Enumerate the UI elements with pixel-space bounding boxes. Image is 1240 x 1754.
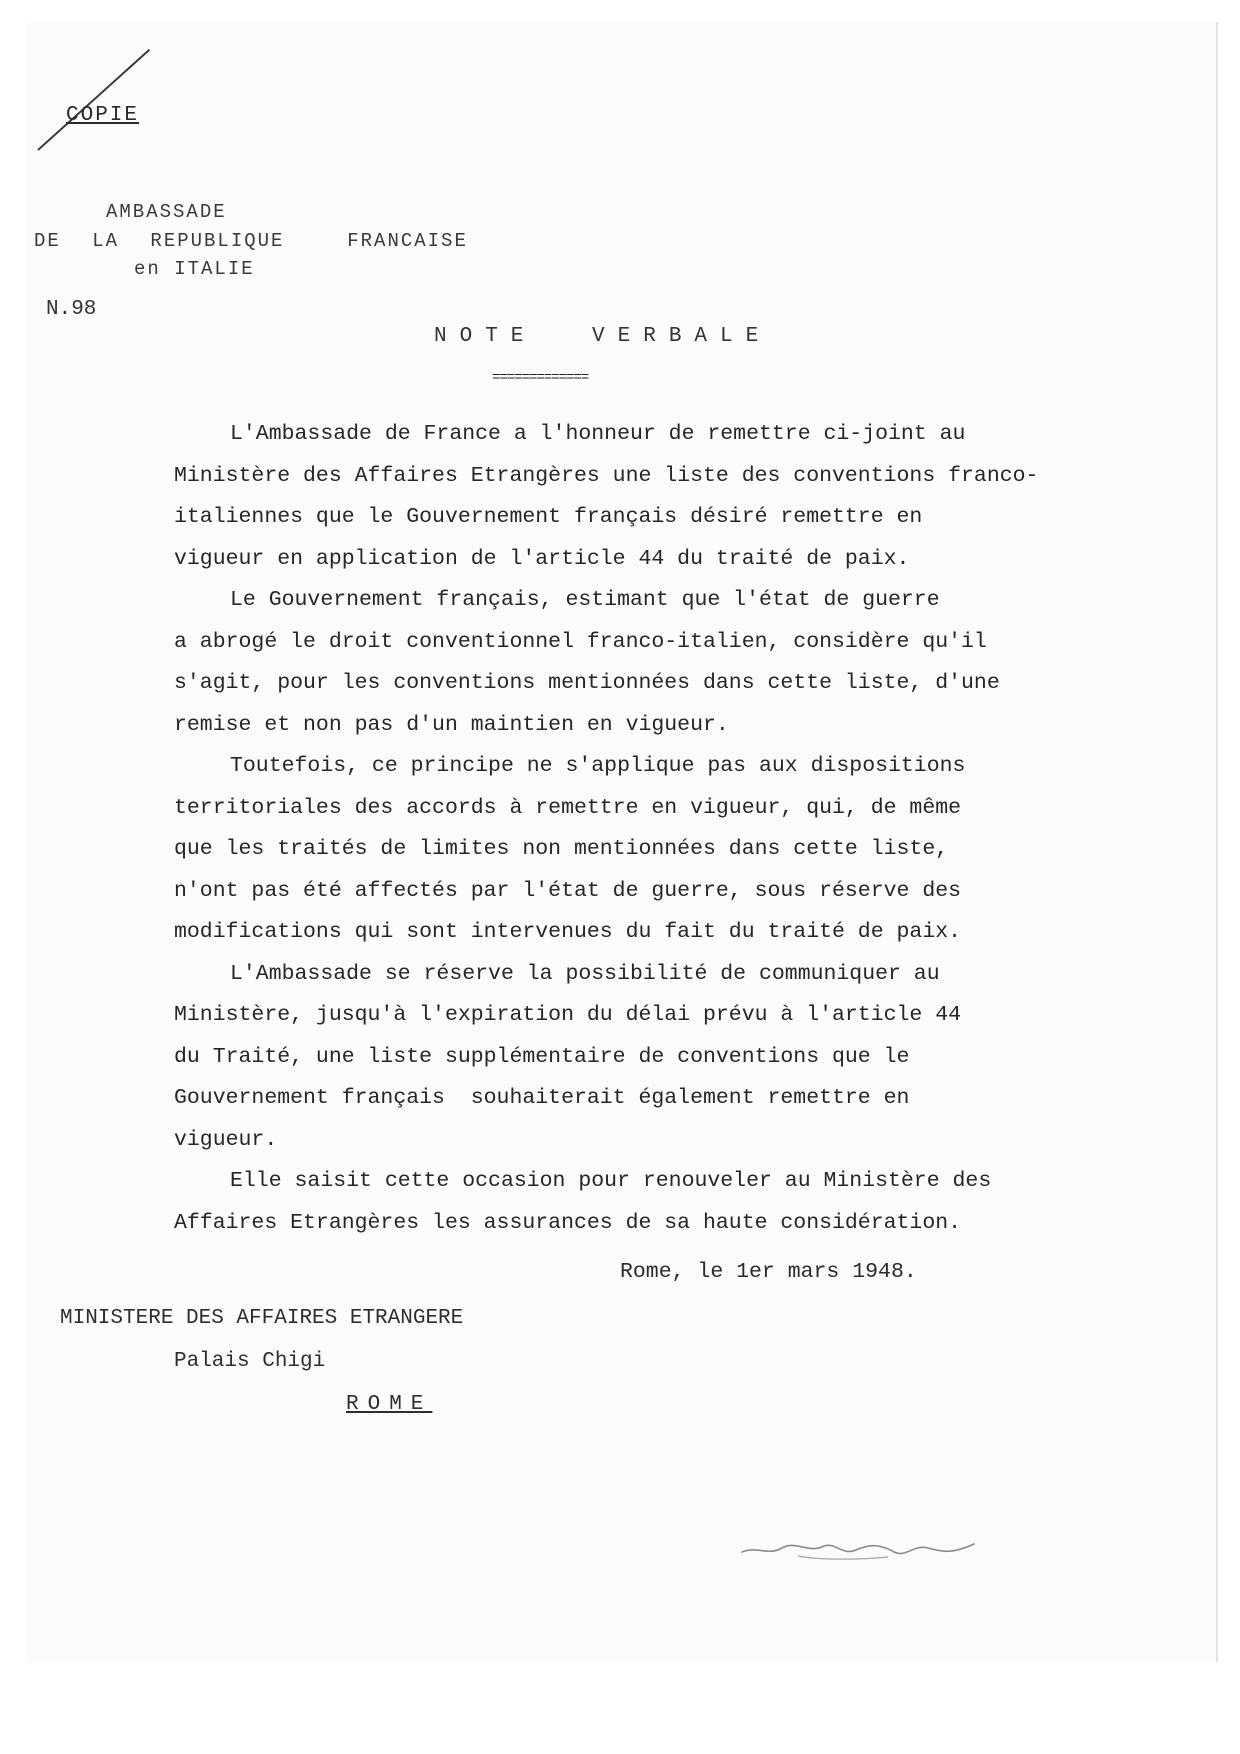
- note-number: N.98: [46, 298, 97, 321]
- paragraph-line: L'Ambassade de France a l'honneur de remettre ci-joint au: [230, 422, 966, 446]
- paragraph-line: italiennes que le Gouvernement français désiré remettre en: [174, 505, 923, 529]
- paragraph-line: Le Gouvernement français, estimant que l'état de guerre: [230, 588, 940, 612]
- paragraph-line: vigueur.: [174, 1127, 278, 1152]
- paragraph-line: Affaires Etrangères les assurances de sa haute considération.: [174, 1210, 962, 1235]
- recipient-city: ROME: [346, 1393, 433, 1416]
- paragraph-line: Gouvernement français souhaiterait également remettre en: [174, 1086, 910, 1110]
- handwritten-signature: [738, 1530, 978, 1564]
- embassy-heading-line3: en ITALIE: [134, 258, 255, 280]
- paragraph-line: L'Ambassade se réserve la possibilité de communiquer au: [230, 961, 940, 986]
- paragraph-line: Ministère des Affaires Etrangères une liste des conventions franco-: [174, 463, 1039, 488]
- paragraph-line: vigueur en application de l'article 44 du traité de paix.: [174, 546, 910, 571]
- paragraph-line: Ministère, jusqu'à l'expiration du délai prévu à l'article 44: [174, 1003, 962, 1027]
- paragraph-line: Toutefois, ce principe ne s'applique pas aux dispositions: [230, 754, 966, 778]
- paragraph-line: modifications qui sont intervenues du fait du traité de paix.: [174, 920, 962, 944]
- note-title: NOTE VERBALE: [434, 325, 772, 348]
- paragraph-line: a abrogé le droit conventionnel franco-italien, considère qu'il: [174, 629, 987, 654]
- title-underline: =============: [492, 370, 589, 386]
- paragraph-line: territoriales des accords à remettre en vigueur, qui, de même: [174, 795, 962, 820]
- paragraph-line: n'ont pas été affectés par l'état de guerre, sous réserve des: [174, 878, 962, 903]
- embassy-heading-line2: DE LA REPUBLIQUE FRANCAISE: [34, 230, 468, 252]
- paragraph-line: remise et non pas d'un maintien en vigueur.: [174, 712, 729, 737]
- paragraph-line: du Traité, une liste supplémentaire de conventions que le: [174, 1044, 910, 1069]
- paragraph-line: que les traités de limites non mentionnées dans cette liste,: [174, 837, 949, 861]
- date-line: Rome, le 1er mars 1948.: [620, 1260, 917, 1284]
- embassy-heading-line1: AMBASSADE: [106, 201, 227, 223]
- paragraph-line: Elle saisit cette occasion pour renouveler au Ministère des: [230, 1169, 992, 1193]
- recipient-ministry: MINISTERE DES AFFAIRES ETRANGERE: [60, 1307, 464, 1330]
- copy-mark: COPIE: [66, 104, 140, 127]
- recipient-palace: Palais Chigi: [174, 1350, 326, 1373]
- note-body: [174, 414, 1154, 1244]
- paragraph-line: s'agit, pour les conventions mentionnées dans cette liste, d'une: [174, 671, 1000, 695]
